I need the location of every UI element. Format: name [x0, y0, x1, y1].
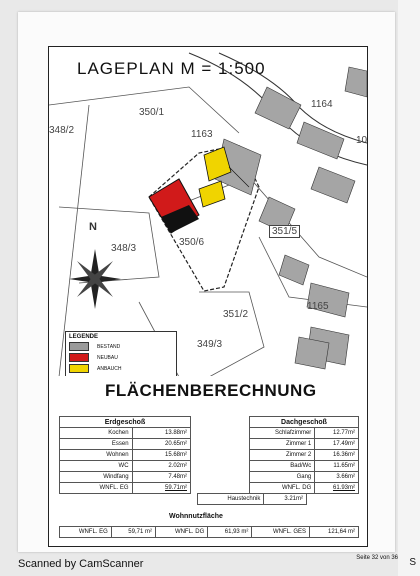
area-tables	[48, 410, 368, 547]
site-plan	[48, 46, 368, 378]
parcel-label: 351/5	[269, 225, 300, 238]
parcel-label: 1165	[307, 301, 329, 312]
row-label: WNFL. DG	[155, 527, 207, 538]
table-row	[60, 439, 191, 450]
legend-item	[69, 353, 173, 362]
total-value: 59.71m²	[132, 483, 190, 494]
page-number: Seite 32 von 36	[356, 555, 398, 561]
row-value: 2.02m²	[132, 461, 190, 472]
table-row	[250, 483, 359, 494]
row-label: WNFL. GES	[252, 527, 310, 538]
row-label: Windfang	[60, 472, 133, 483]
parcel-label: 349/3	[197, 339, 223, 350]
row-label: Schlafzimmer	[250, 428, 315, 439]
haustechnik-row	[197, 493, 307, 505]
row-label: Bad/Wc	[250, 461, 315, 472]
legend-swatch-red	[69, 353, 89, 362]
table-row	[250, 428, 359, 439]
legend-label: BESTAND	[97, 343, 121, 350]
table-row	[250, 450, 359, 461]
parcel-label: 351/2	[223, 309, 249, 320]
parcel-label: 1164	[311, 99, 333, 110]
row-value: 59,71 m²	[111, 527, 155, 538]
table-row	[60, 461, 191, 472]
legend-swatch-yellow	[69, 364, 89, 373]
row-value: 16.36m²	[315, 450, 359, 461]
row-label: Gang	[250, 472, 315, 483]
table-row	[250, 461, 359, 472]
north-label: N	[89, 221, 97, 233]
dg-table	[249, 416, 359, 494]
parcel-label: 1163	[191, 129, 213, 140]
row-value: 7.48m²	[132, 472, 190, 483]
table-row	[250, 439, 359, 450]
wohnnutz-title: Wohnnutzfläche	[169, 513, 223, 520]
row-value: 20.65m²	[132, 439, 190, 450]
scanner-watermark: Scanned by CamScanner	[18, 558, 144, 570]
plan-title: LAGEPLAN M = 1:500	[77, 59, 266, 78]
row-value: 3.21m²	[264, 494, 307, 505]
legend-label: ANBAUCH	[97, 365, 122, 372]
total-label: WNFL. DG	[250, 483, 315, 494]
dg-title: Dachgeschoß	[250, 417, 359, 428]
parcel-label: 348/3	[111, 243, 137, 254]
row-label: WC	[60, 461, 133, 472]
wohnnutz-table	[59, 526, 359, 538]
north-arrow-icon	[69, 249, 121, 309]
legend-item	[69, 342, 173, 351]
row-value: 17.49m²	[315, 439, 359, 450]
eg-table	[59, 416, 191, 494]
parcel-label: 350/6	[179, 237, 205, 248]
table-row	[60, 483, 191, 494]
row-value: 15.68m²	[132, 450, 190, 461]
row-value: 3.66m²	[315, 472, 359, 483]
page-footer	[18, 552, 398, 576]
legend-title: LEGENDE	[69, 334, 99, 340]
next-page-edge	[398, 0, 420, 576]
row-value: 12.77m²	[315, 428, 359, 439]
legend-label: NEUBAU	[97, 354, 118, 361]
row-value: 121,64 m²	[310, 527, 359, 538]
table-row	[250, 472, 359, 483]
row-label: Haustechnik	[198, 494, 264, 505]
legend-swatch-grey	[69, 342, 89, 351]
eg-title: Erdgeschoß	[60, 417, 191, 428]
total-value: 61.93m²	[315, 483, 359, 494]
row-label: Zimmer 1	[250, 439, 315, 450]
row-value: 13.88m²	[132, 428, 190, 439]
table-row	[60, 428, 191, 439]
row-value: 11.65m²	[315, 461, 359, 472]
parcel-label: 350/1	[139, 107, 165, 118]
table-row	[60, 450, 191, 461]
table-row	[60, 472, 191, 483]
table-row	[60, 527, 359, 538]
row-label: Zimmer 2	[250, 450, 315, 461]
legend-item	[69, 364, 173, 373]
row-value: 61,93 m²	[208, 527, 252, 538]
area-calc-header	[48, 376, 368, 411]
parcel-label: 10	[356, 135, 368, 146]
row-label: Kochen	[60, 428, 133, 439]
row-label: WNFL. EG	[60, 527, 112, 538]
total-label: WNFL. EG	[60, 483, 133, 494]
next-page-letter: S	[409, 557, 416, 568]
row-label: Essen	[60, 439, 133, 450]
site-plan-drawing	[49, 47, 367, 377]
legend	[65, 331, 177, 378]
row-label: Wohnen	[60, 450, 133, 461]
parcel-label: 348/2	[49, 125, 75, 136]
area-calc-title: FLÄCHENBERECHNUNG	[105, 381, 317, 400]
